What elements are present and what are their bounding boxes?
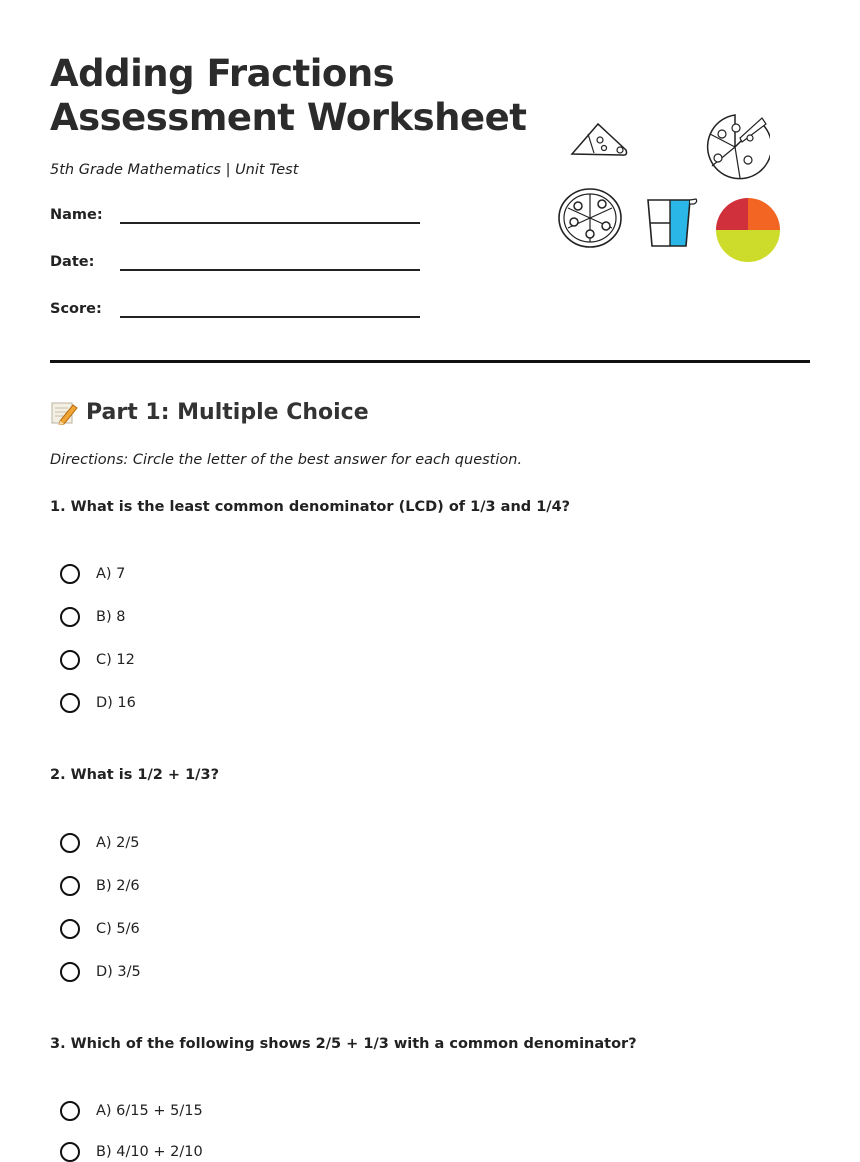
option-label: D) 3/5 — [96, 964, 141, 980]
radio-button[interactable] — [60, 919, 80, 939]
radio-button[interactable] — [60, 564, 80, 584]
whole-pizza-icon — [556, 186, 624, 250]
score-label: Score: — [50, 301, 102, 317]
section-title: Part 1: Multiple Choice — [86, 399, 369, 425]
q3-option-b[interactable] — [60, 1142, 203, 1162]
score-field — [50, 301, 102, 317]
radio-button[interactable] — [60, 607, 80, 627]
pizza-slice-icon — [568, 120, 632, 160]
option-label: C) 12 — [96, 652, 135, 668]
date-field — [50, 254, 94, 270]
option-label: A) 2/5 — [96, 835, 140, 851]
question-1: 1. What is the least common denominator (LCD) of 1/3 and 1/4? — [50, 499, 571, 515]
directions: Directions: Circle the letter of the best answer for each question. — [50, 452, 523, 468]
radio-button[interactable] — [60, 1101, 80, 1121]
option-label: B) 8 — [96, 609, 126, 625]
date-label: Date: — [50, 254, 95, 270]
name-line — [120, 222, 420, 224]
q2-option-d[interactable] — [60, 962, 141, 982]
cup-fraction-icon — [644, 196, 700, 250]
date-line — [120, 269, 420, 271]
q1-option-b[interactable] — [60, 607, 125, 627]
radio-button[interactable] — [60, 1142, 80, 1162]
option-label: B) 4/10 + 2/10 — [96, 1144, 203, 1160]
pizza-missing-slice-icon — [700, 112, 770, 182]
radio-button[interactable] — [60, 650, 80, 670]
name-label: Name: — [50, 207, 103, 223]
q3-option-a[interactable] — [60, 1101, 203, 1121]
option-label: C) 5/6 — [96, 921, 140, 937]
title-line-1: Adding Fractions — [50, 52, 395, 95]
q2-option-b[interactable] — [60, 876, 140, 896]
q1-option-c[interactable] — [60, 650, 135, 670]
radio-button[interactable] — [60, 833, 80, 853]
q2-option-a[interactable] — [60, 833, 140, 853]
q1-option-d[interactable] — [60, 693, 136, 713]
question-2: 2. What is 1/2 + 1/3? — [50, 767, 219, 783]
score-line — [120, 316, 420, 318]
title-line-2: Assessment Worksheet — [50, 96, 527, 139]
fraction-pie-chart-icon — [714, 196, 782, 264]
header-divider — [50, 360, 810, 363]
subtitle: 5th Grade Mathematics | Unit Test — [50, 162, 299, 178]
question-3: 3. Which of the following shows 2/5 + 1/3 with a common denominator? — [50, 1036, 637, 1052]
option-label: B) 2/6 — [96, 878, 140, 894]
option-label: D) 16 — [96, 695, 136, 711]
q1-option-a[interactable] — [60, 564, 125, 584]
radio-button[interactable] — [60, 962, 80, 982]
radio-button[interactable] — [60, 693, 80, 713]
q2-option-c[interactable] — [60, 919, 140, 939]
option-label: A) 7 — [96, 566, 126, 582]
name-field — [50, 207, 103, 223]
worksheet-title — [50, 52, 526, 140]
memo-pencil-icon — [50, 399, 78, 425]
section-heading — [50, 399, 369, 425]
radio-button[interactable] — [60, 876, 80, 896]
option-label: A) 6/15 + 5/15 — [96, 1103, 203, 1119]
